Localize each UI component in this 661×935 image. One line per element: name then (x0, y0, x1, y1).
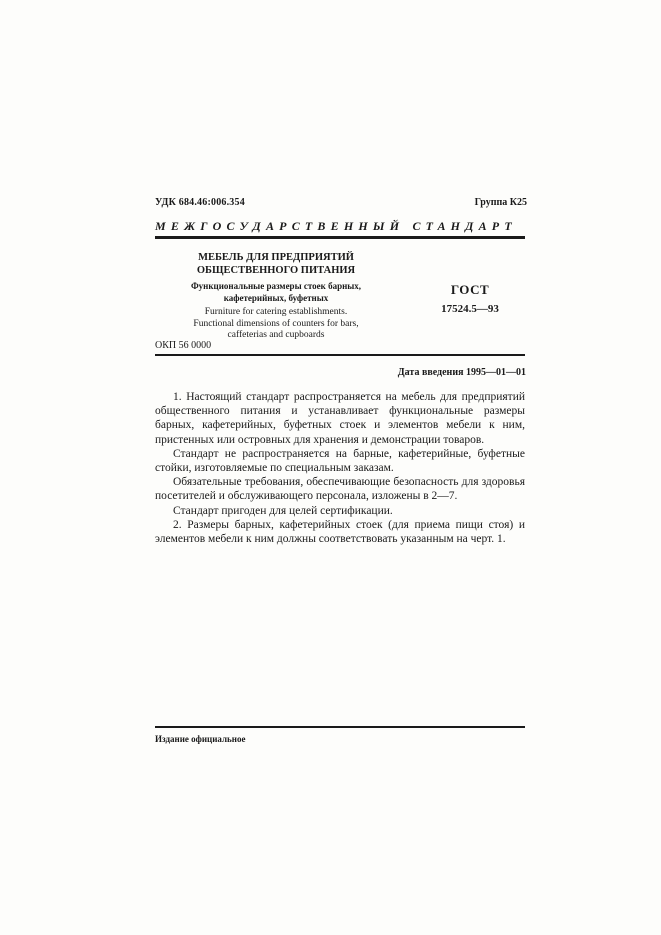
subtitle-english (170, 307, 382, 342)
paragraph-2: Стандарт не распространяется на барные, кафетерийные, буфетные стойки, изготовляемые по специальным заказам. (155, 447, 525, 475)
paragraph-4: Стандарт пригоден для целей сертификации. (173, 504, 393, 517)
gost-label: ГОСТ (450, 282, 490, 297)
udk-code: УДК 684.46:006.354 (155, 197, 245, 208)
footer-rule (155, 726, 525, 728)
subtitle-russian (163, 280, 389, 304)
subtitle-en-line-3: caffeterias and cupboards (227, 330, 325, 340)
subtitle-ru-line-2: кафетерийных, буфетных (223, 293, 329, 303)
header-rule (155, 236, 525, 239)
edition-note: Издание официальное (155, 734, 246, 744)
date-of-introduction: Дата введения 1995—01—01 (397, 367, 526, 378)
okp-code: ОКП 56 0000 (155, 340, 212, 351)
subtitle-ru-line-1: Функциональные размеры стоек барных, (190, 281, 362, 291)
subtitle-en-line-2: Functional dimensions of counters for bars, (193, 318, 359, 329)
body-text (155, 390, 525, 546)
gost-number: 17524.5—93 (441, 303, 499, 315)
paragraph-1: 1. Настоящий стандарт распространяется на мебель для предприятий общественного питания и устанавливает функциональные размеры барных, кафетерийных, буфетных стоек и элементов мебели к ним, пристенных или островных для хранения и демонстрации товаров. (155, 391, 525, 446)
gost-designation (420, 282, 520, 315)
group-code: Группа К25 (474, 197, 527, 208)
title-line-1: МЕБЕЛЬ ДЛЯ ПРЕДПРИЯТИЙ (198, 252, 354, 263)
document-title (165, 251, 387, 277)
title-line-2: ОБЩЕСТВЕННОГО ПИТАНИЯ (196, 265, 356, 276)
subtitle-en-line-1: Furniture for catering establishments. (204, 307, 348, 317)
paragraph-3: Обязательные требования, обеспечивающие безопасность для здоровья посетителей и обслуживающего персонала, изложены в 2—7. (155, 476, 525, 503)
title-block-rule (155, 354, 525, 356)
interstate-standard-heading: МЕЖГОСУДАРСТВЕННЫЙ СТАНДАРТ (155, 219, 517, 233)
paragraph-5: 2. Размеры барных, кафетерийных стоек (для приема пищи стоя) и элементов мебели к ним должны соответствовать указанным на черт. 1. (155, 518, 525, 546)
